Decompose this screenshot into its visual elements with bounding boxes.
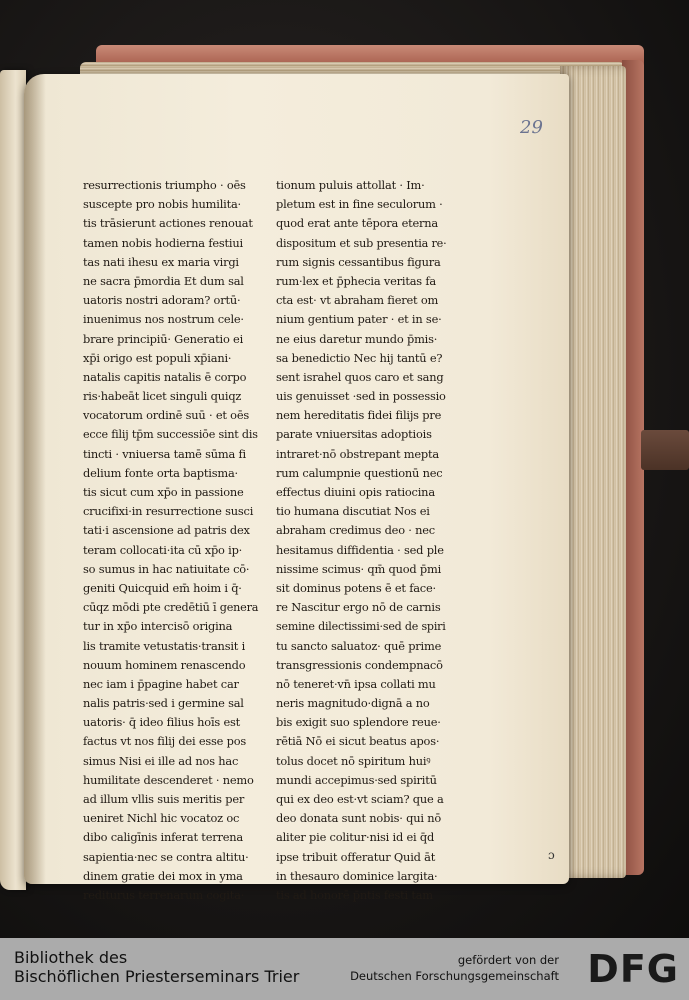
footer-bar bbox=[0, 938, 689, 1000]
text-line: intraret·nō obstrepant mepta bbox=[276, 446, 439, 461]
text-line: rētiā Nō ei sicut beatus apos· bbox=[276, 734, 440, 749]
text-line: tamen nobis hodierna festiui bbox=[83, 235, 243, 250]
text-line: dibo caligīnis inferat terrena bbox=[83, 830, 243, 845]
text-line: ueniret Nichl hic vocatoz oc bbox=[83, 811, 240, 826]
text-line: tio humana discutiat Nos ei bbox=[276, 504, 430, 519]
text-line: ne sacra p̄mordia Et dum sal bbox=[83, 273, 244, 288]
text-line: nem hereditatis fidei filijs pre bbox=[276, 408, 442, 423]
text-line: tu sancto saluatoz· quē prime bbox=[276, 638, 442, 653]
text-line: semine dilectissimi·sed de spiri bbox=[276, 619, 446, 634]
text-line: tati·i ascensione ad patris dex bbox=[83, 523, 250, 538]
text-line: aliter pie colitur·nisi id ei q̄d bbox=[276, 830, 435, 845]
text-column-left bbox=[83, 176, 258, 905]
text-line: natalis capitis natalis ē corpo bbox=[83, 369, 247, 384]
text-line: tincti · vniuersa tamē sūma fi bbox=[83, 446, 246, 461]
text-line: rum signis cessantibus figura bbox=[276, 254, 441, 269]
text-line: dinem gratie dei mox in yma bbox=[83, 868, 243, 883]
text-line: nec iam i p̄pagine habet car bbox=[83, 676, 239, 691]
text-line: deo donata sunt nobis· qui nō bbox=[276, 811, 441, 826]
library-line-1: Bibliothek des bbox=[14, 948, 128, 967]
text-line: sapientia·nec se contra altitu· bbox=[83, 849, 249, 864]
text-line: uatoris nostri adoram? ortū· bbox=[83, 293, 241, 308]
funder-line-1: gefördert von der bbox=[457, 953, 559, 967]
text-line: xp̄i origo est populi xp̄iani· bbox=[83, 350, 232, 365]
text-line: parate vniuersitas adoptiois bbox=[276, 427, 432, 442]
text-line: uis genuisset ·sed in possessio bbox=[276, 389, 446, 404]
gutter-shadow bbox=[24, 74, 46, 884]
text-line: rum calumpnie questionū nec bbox=[276, 465, 443, 480]
library-line-2: Bischöflichen Priesterseminars Trier bbox=[14, 967, 300, 986]
leather-clasp bbox=[641, 430, 689, 470]
text-line: re Nascitur ergo nō de carnis bbox=[276, 600, 441, 615]
text-line: bis exigit suo splendore reue· bbox=[276, 715, 441, 730]
left-page-edge bbox=[0, 70, 26, 890]
text-line: rediturus terrenarum cogita· bbox=[83, 887, 245, 902]
text-line: ne eius daretur mundo p̄mis· bbox=[276, 331, 438, 346]
text-column-right bbox=[276, 176, 446, 905]
text-line: tis trāsierunt actiones renouat bbox=[83, 216, 253, 231]
text-line: lis tramite vetustatis·transit i bbox=[83, 638, 246, 653]
text-line: tis ad honorē p̄ntis festi tam bbox=[276, 887, 433, 902]
text-line: nium gentium pater · et in se· bbox=[276, 312, 442, 327]
text-line: resurrectionis triumpho · oēs bbox=[83, 178, 246, 192]
text-line: cta est· vt abraham fieret om bbox=[276, 293, 439, 308]
text-line: vocatorum ordinē suū · et oēs bbox=[83, 408, 249, 423]
text-line: qui ex deo est·vt sciam? que a bbox=[276, 792, 444, 806]
text-line: delium fonte orta baptisma· bbox=[83, 465, 238, 480]
text-line: sa benedictio Nec hij tantū e? bbox=[276, 350, 443, 365]
text-line: nouum hominem renascendo bbox=[83, 657, 246, 672]
text-line: neris magnitudo·dignā a no bbox=[276, 696, 430, 711]
text-line: ipse tribuit offeratur Quid āt bbox=[276, 849, 436, 864]
text-line: nalis patris·sed i germine sal bbox=[83, 696, 244, 711]
text-line: simus Nisi ei ille ad nos hac bbox=[83, 753, 239, 768]
text-line: teram collocati·ita cū xp̄o ip· bbox=[83, 542, 243, 557]
library-credit bbox=[14, 948, 299, 986]
text-line: so sumus in hac natiuitate cō· bbox=[83, 561, 250, 576]
text-line: tolus docet nō spiritum huiꝰ bbox=[276, 753, 431, 768]
text-line: tis sicut cum xp̄o in passione bbox=[83, 485, 244, 499]
text-line: tionum puluis attollat · Im· bbox=[276, 178, 425, 192]
text-line: quod erat ante tēpora eterna bbox=[276, 216, 438, 231]
text-line: transgressionis condempnacō bbox=[276, 657, 443, 672]
text-line: hesitamus diffidentia · sed ple bbox=[276, 542, 444, 557]
text-line: uatoris· q̄ ideo filius hoīs est bbox=[83, 715, 241, 730]
text-line: ris·habeāt licet singuli quiqz bbox=[83, 389, 242, 404]
text-line: tur in xp̄o intercisō origina bbox=[83, 619, 233, 634]
funder-credit bbox=[350, 952, 559, 984]
text-line: inuenimus nos nostrum cele· bbox=[83, 312, 244, 327]
text-line: in thesauro dominice largita· bbox=[276, 868, 438, 883]
text-line: sent israhel quos caro et sang bbox=[276, 369, 444, 384]
text-block-fore-edge bbox=[560, 66, 626, 878]
text-line: crucifixi·in resurrectione susci bbox=[83, 504, 254, 519]
text-line: mundi accepimus·sed spiritū bbox=[276, 772, 437, 787]
text-line: humilitate descenderet · nemo bbox=[83, 772, 254, 787]
text-line: nō teneret·vn̄ ipsa collati mu bbox=[276, 676, 436, 691]
text-line: dispositum et sub presentia re· bbox=[276, 235, 447, 250]
bottom-mark: ɔ bbox=[548, 848, 555, 862]
funder-line-2: Deutschen Forschungsgemeinschaft bbox=[350, 969, 559, 983]
text-line: abraham credimus deo · nec bbox=[276, 523, 435, 538]
text-line: pletum est in fine seculorum · bbox=[276, 197, 443, 212]
folio-number: 29 bbox=[520, 117, 543, 138]
text-line: nissime scimus· qm̄ quod p̄mi bbox=[276, 561, 442, 576]
text-line: geniti Quicquid em̄ hoim i q̄· bbox=[83, 580, 242, 595]
text-line: tas nati ihesu ex maria virgi bbox=[83, 254, 239, 269]
text-line: rum·lex et p̄phecia veritas fa bbox=[276, 273, 436, 288]
text-line: brare principiū· Generatio ei bbox=[83, 331, 244, 346]
text-line: ad illum vllis suis meritis per bbox=[83, 792, 245, 806]
text-line: sit dominus potens ē et face· bbox=[276, 580, 436, 595]
dfg-logo: DFG bbox=[587, 947, 679, 991]
text-line: effectus diuini opis ratiocina bbox=[276, 485, 435, 499]
text-line: ecce filij tp̄m successiōe sint dis bbox=[83, 427, 258, 442]
text-line: suscepte pro nobis humilita· bbox=[83, 197, 241, 212]
text-line: factus vt nos filij dei esse pos bbox=[83, 734, 247, 749]
text-line: cūqz mōdi pte credētiū ī genera bbox=[83, 600, 259, 615]
